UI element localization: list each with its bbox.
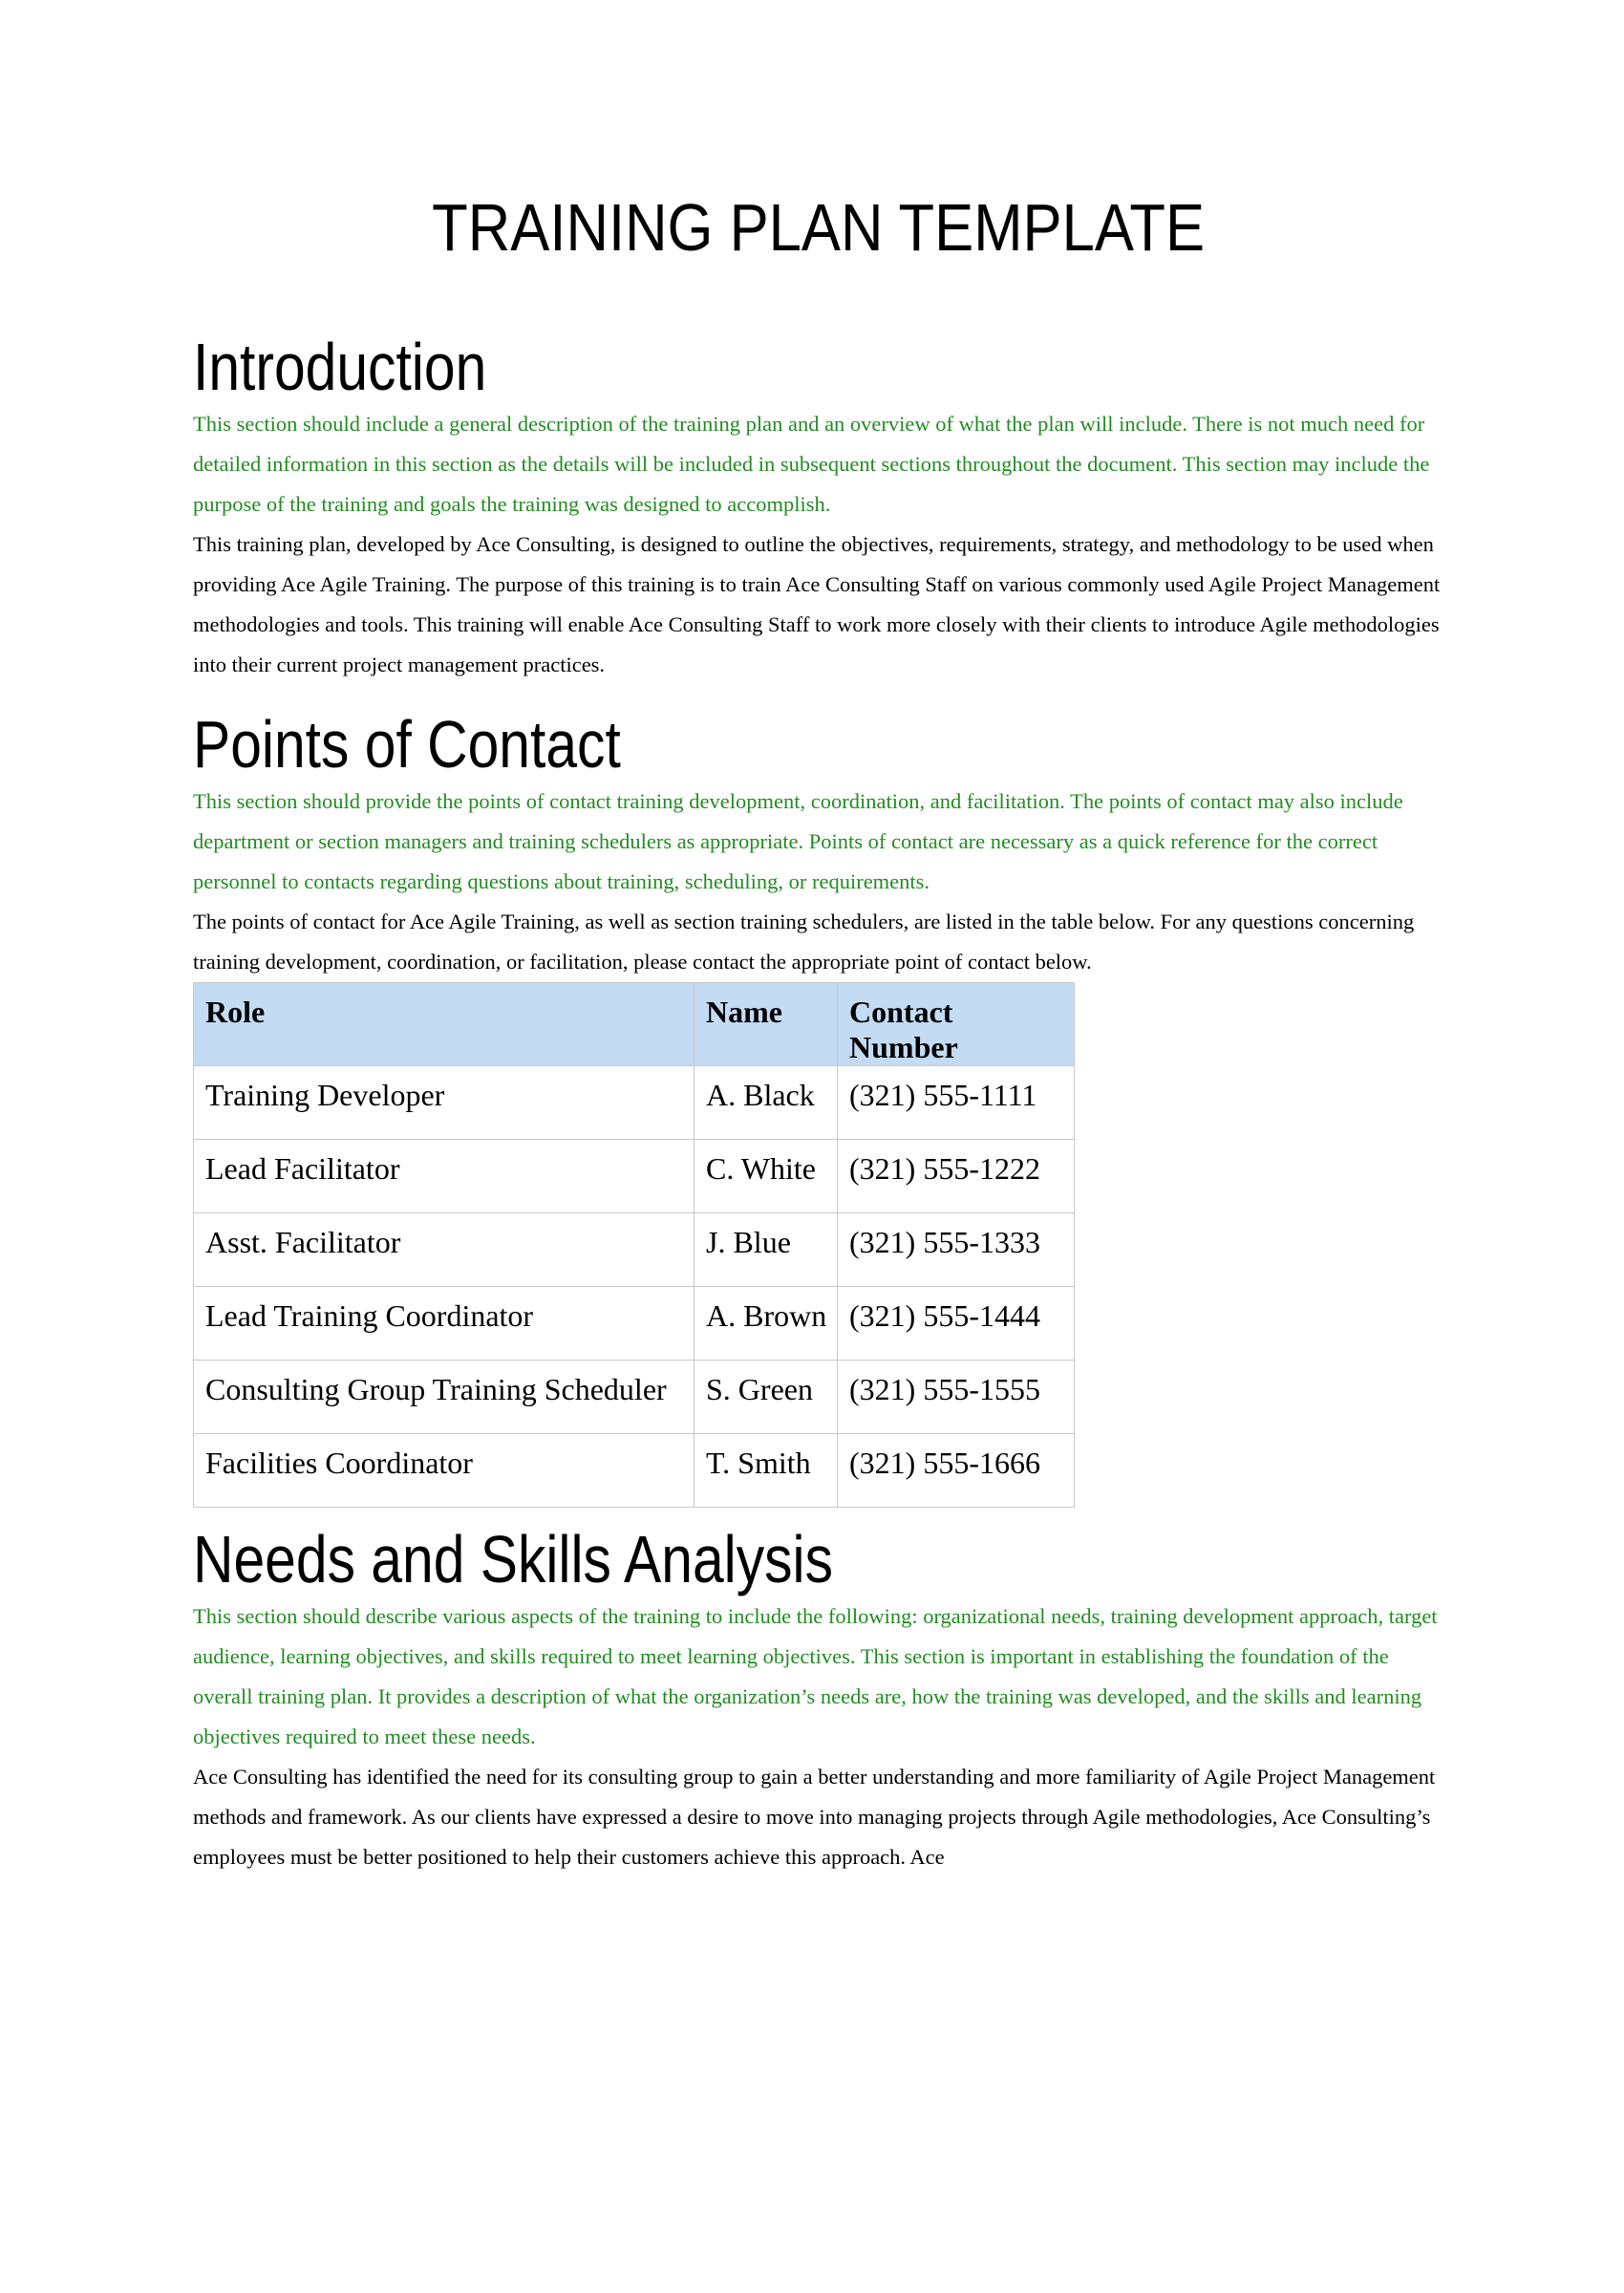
cell-name: A. Brown — [694, 1287, 838, 1361]
cell-role: Facilities Coordinator — [194, 1434, 694, 1508]
needs-and-skills-guidance-text: This section should describe various aspects of the training to include the following: organizational needs, training development approach, target audience, learning objectives, and skills required to meet learning objectives. This section is important in establishing the foundation of the overall training plan. It provides a description of what the organization’s needs are, how the training was developed, and the skills and learning objectives required to meet these needs. — [193, 1604, 1438, 1748]
cell-number: (321) 555-1666 — [838, 1434, 1075, 1508]
section-heading-introduction — [193, 331, 1444, 404]
table-row — [194, 1213, 1075, 1287]
section-heading-needs-and-skills — [193, 1523, 1444, 1597]
cell-name: C. White — [694, 1140, 838, 1213]
document-title: TRAINING PLAN TEMPLATE — [432, 190, 1206, 265]
cell-number: (321) 555-1333 — [838, 1213, 1075, 1287]
points-of-contact-body-text: The points of contact for Ace Agile Training, as well as section training schedulers, are listed in the table below. For any questions concerning training development, coordination, or facilitation, please contact the appropriate point of contact below. — [193, 910, 1415, 974]
cell-name: A. Black — [694, 1066, 838, 1140]
cell-number: (321) 555-1444 — [838, 1287, 1075, 1361]
cell-name: S. Green — [694, 1361, 838, 1434]
table-row — [194, 1287, 1075, 1361]
introduction-guidance-text: This section should include a general description of the training plan and an overview of what the plan will include. There is not much need for detailed information in this section as the details will be included in subsequent sections throughout the document. This section may include the purpose of the training and goals the training was designed to accomplish. — [193, 412, 1430, 516]
contact-table-header-name: Name — [694, 983, 838, 1066]
cell-role: Lead Training Coordinator — [194, 1287, 694, 1361]
document-title-row — [193, 191, 1444, 264]
section-heading-points-of-contact-text: Points of Contact — [193, 707, 621, 782]
cell-name: J. Blue — [694, 1213, 838, 1287]
document-page — [0, 191, 1624, 2293]
cell-number: (321) 555-1111 — [838, 1066, 1075, 1140]
cell-number: (321) 555-1555 — [838, 1361, 1075, 1434]
needs-and-skills-body-text: Ace Consulting has identified the need for its consulting group to gain a better understanding and more familiarity of Agile Project Management methods and framework. As our clients have expressed a desire to move into managing projects through Agile methodologies, Ace Consulting’s employees must be better positioned to help their customers achieve this approach. Ace — [193, 1765, 1436, 1869]
contact-table-header-number: Contact Number — [838, 983, 1075, 1066]
introduction-body-text: This training plan, developed by Ace Consulting, is designed to outline the objectives, requirements, strategy, and methodology to be used when providing Ace Agile Training. The purpose of this training is to train Ace Consulting Staff on various commonly used Agile Project Management methodologies and tools. This training will enable Ace Consulting Staff to work more closely with their clients to introduce Agile methodologies into their current project management practices. — [193, 532, 1441, 676]
contact-table-header-row — [194, 983, 1075, 1066]
document-content — [0, 191, 1624, 1877]
section-heading-needs-and-skills-text: Needs and Skills Analysis — [193, 1522, 834, 1597]
cell-number: (321) 555-1222 — [838, 1140, 1075, 1213]
section-heading-introduction-text: Introduction — [193, 330, 487, 404]
cell-role: Lead Facilitator — [194, 1140, 694, 1213]
points-of-contact-guidance-text: This section should provide the points of contact training development, coordination, and facilitation. The points of contact may also include department or section managers and training schedulers as appropriate. Points of contact are necessary as a quick reference for the correct personnel to contacts regarding questions about training, scheduling, or requirements. — [193, 789, 1403, 893]
cell-name: T. Smith — [694, 1434, 838, 1508]
table-row — [194, 1140, 1075, 1213]
table-row — [194, 1434, 1075, 1508]
contact-table-header-role: Role — [194, 983, 694, 1066]
cell-role: Training Developer — [194, 1066, 694, 1140]
section-heading-points-of-contact — [193, 708, 1444, 782]
table-row — [194, 1361, 1075, 1434]
cell-role: Consulting Group Training Scheduler — [194, 1361, 694, 1434]
table-row — [194, 1066, 1075, 1140]
contact-table — [193, 982, 1075, 1508]
cell-role: Asst. Facilitator — [194, 1213, 694, 1287]
